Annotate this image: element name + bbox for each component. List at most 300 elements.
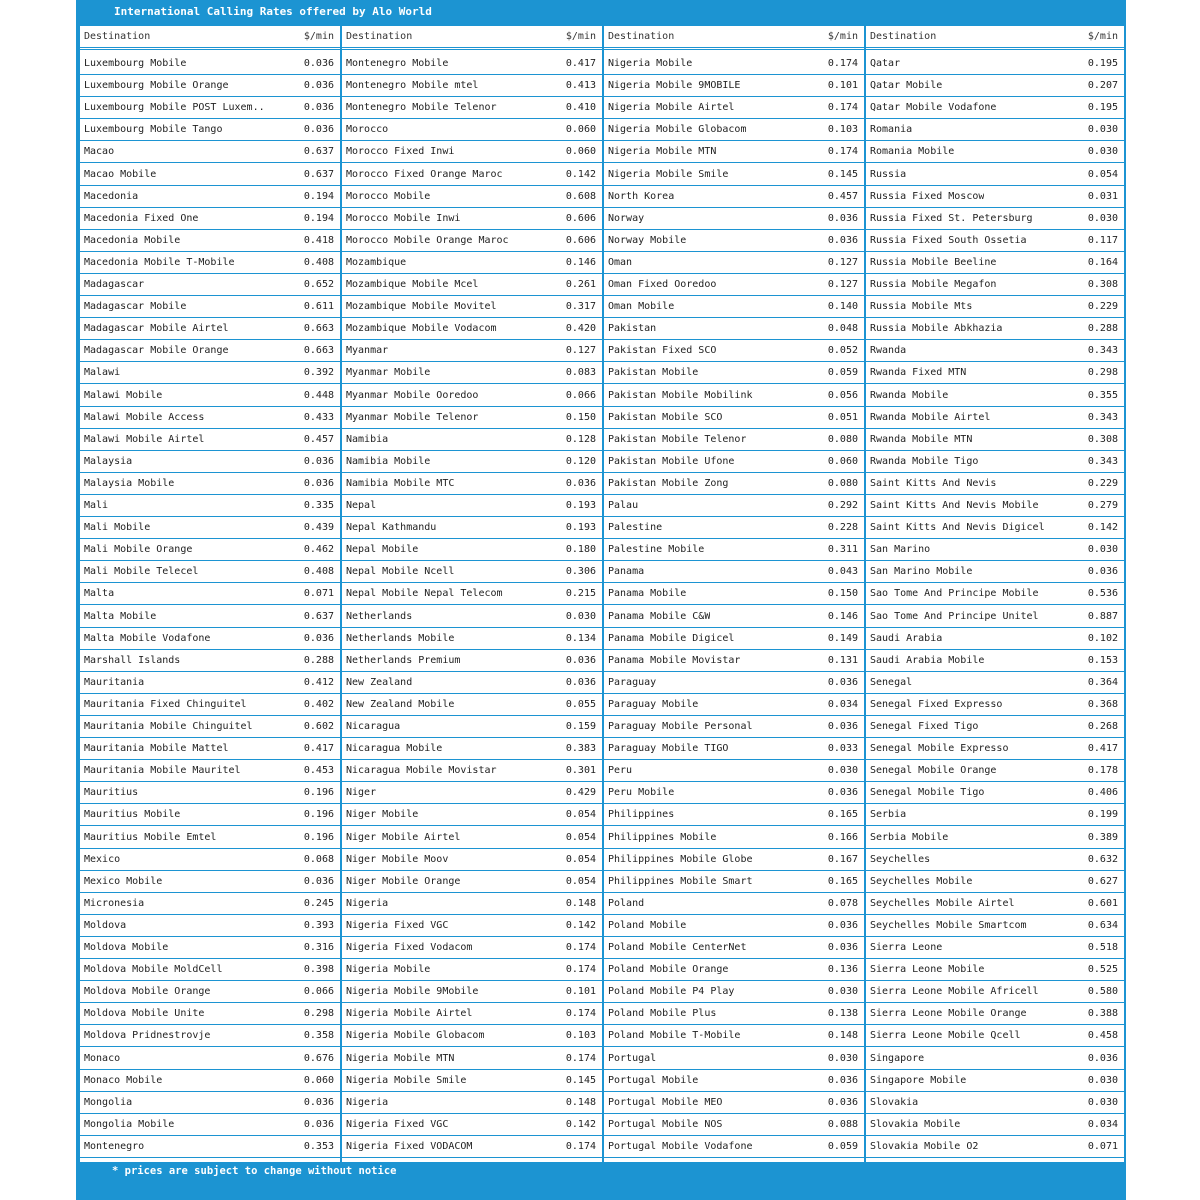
destination-cell: Mozambique xyxy=(346,256,407,268)
destination-cell: Saint Kitts And Nevis Mobile xyxy=(870,500,1039,511)
rate-cell: 0.034 xyxy=(827,698,858,710)
rate-cell: 0.165 xyxy=(827,875,858,887)
table-row xyxy=(604,1003,864,1025)
table-row xyxy=(80,385,340,407)
table-row xyxy=(866,1070,1124,1092)
destination-cell: Oman xyxy=(608,256,633,268)
destination-cell: Philippines Mobile Smart xyxy=(608,875,753,887)
rate-cell: 0.036 xyxy=(565,477,596,489)
destination-cell: Montenegro Mobile mtel xyxy=(346,80,479,92)
rate-cell: 0.316 xyxy=(303,942,334,953)
destination-cell: Mali Mobile Orange xyxy=(84,544,193,556)
rate-cell: 0.134 xyxy=(565,632,596,644)
rate-cell: 0.036 xyxy=(827,676,858,688)
table-row xyxy=(342,495,602,517)
rate-cell: 0.580 xyxy=(1087,986,1118,998)
table-row xyxy=(866,694,1124,716)
rate-cell: 0.036 xyxy=(565,676,596,688)
rate-cell: 0.174 xyxy=(827,146,858,158)
rate-cell: 0.229 xyxy=(1087,477,1118,489)
rate-cell: 0.433 xyxy=(303,411,334,423)
destination-cell: Russia Fixed Moscow xyxy=(870,190,985,202)
column-header xyxy=(866,26,1124,50)
rate-cell: 0.417 xyxy=(565,58,596,69)
table-row xyxy=(604,959,864,981)
table-row xyxy=(866,650,1124,672)
destination-cell: Russia Fixed South Ossetia xyxy=(870,234,1027,246)
rate-cell: 0.355 xyxy=(1087,389,1118,401)
table-row xyxy=(604,208,864,230)
destination-cell: Rwanda Mobile MTN xyxy=(870,433,973,445)
rate-cell: 0.174 xyxy=(827,58,858,69)
destination-cell: Myanmar xyxy=(346,345,389,357)
destination-cell: Nigeria Fixed VODACOM xyxy=(346,1140,473,1152)
rate-cell: 0.054 xyxy=(565,853,596,865)
rate-cell: 0.036 xyxy=(1087,1052,1118,1064)
table-row xyxy=(604,451,864,473)
rate-cell: 0.060 xyxy=(565,124,596,136)
rate-cell: 0.036 xyxy=(303,80,334,92)
destination-cell: Portugal Mobile MEO xyxy=(608,1096,723,1108)
destination-cell: Panama Mobile Digicel xyxy=(608,632,735,644)
table-row xyxy=(80,915,340,937)
rate-cell: 0.453 xyxy=(303,765,334,777)
table-row xyxy=(866,97,1124,119)
destination-cell: Nigeria Mobile Smile xyxy=(346,1074,467,1086)
destination-cell: Poland Mobile xyxy=(608,919,687,931)
rate-cell: 0.193 xyxy=(565,500,596,511)
rate-cell: 0.195 xyxy=(1087,58,1118,69)
destination-cell: Malaysia xyxy=(84,455,133,467)
table-row xyxy=(866,186,1124,208)
destination-cell: Moldova Mobile Orange xyxy=(84,986,211,998)
rate-cell: 0.036 xyxy=(827,212,858,224)
destination-cell: Nepal Mobile Nepal Telecom xyxy=(346,588,503,600)
destination-cell: Rwanda Mobile xyxy=(870,389,949,401)
destination-cell: Niger Mobile Orange xyxy=(346,875,461,887)
table-row xyxy=(604,804,864,826)
destination-cell: Netherlands Premium xyxy=(346,654,461,666)
destination-cell: Poland Mobile T-Mobile xyxy=(608,1030,741,1042)
destination-cell: Sierra Leone Mobile Qcell xyxy=(870,1030,1021,1042)
rate-cell: 0.402 xyxy=(303,698,334,710)
table-row xyxy=(80,230,340,252)
table-row xyxy=(866,760,1124,782)
destination-cell: Norway xyxy=(608,212,645,224)
rate-cell: 0.036 xyxy=(827,234,858,246)
rate-cell: 0.606 xyxy=(565,212,596,224)
sheet-title: International Calling Rates offered by Alo World xyxy=(114,5,432,18)
table-row xyxy=(604,164,864,186)
rate-cell: 0.030 xyxy=(1087,1074,1118,1086)
destination-cell: Nigeria Mobile Airtel xyxy=(346,1008,473,1020)
destination-cell: Portugal Mobile xyxy=(608,1074,699,1086)
table-row xyxy=(604,407,864,429)
table-row xyxy=(604,760,864,782)
rate-cell: 0.292 xyxy=(827,500,858,511)
rate-cell: 0.194 xyxy=(303,190,334,202)
destination-cell: Nigeria Mobile Smile xyxy=(608,168,729,180)
destination-cell: Mozambique Mobile Movitel xyxy=(346,301,497,313)
header-rate: $/min xyxy=(565,31,596,42)
table-row xyxy=(80,97,340,119)
table-row xyxy=(342,959,602,981)
rate-cell: 0.148 xyxy=(565,897,596,909)
rate-cell: 0.458 xyxy=(1087,1030,1118,1042)
rate-cell: 0.036 xyxy=(565,654,596,666)
destination-cell: Pakistan Mobile SCO xyxy=(608,411,723,423)
rate-cell: 0.030 xyxy=(827,765,858,777)
destination-cell: Montenegro Mobile Telenor xyxy=(346,102,497,114)
table-row xyxy=(80,517,340,539)
table-row xyxy=(866,583,1124,605)
table-row xyxy=(80,208,340,230)
destination-cell: Nigeria Fixed Vodacom xyxy=(346,942,473,953)
table-row xyxy=(866,407,1124,429)
destination-cell: Pakistan Mobile Telenor xyxy=(608,433,747,445)
table-row xyxy=(604,650,864,672)
rate-cell: 0.103 xyxy=(827,124,858,136)
table-row xyxy=(80,1136,340,1158)
table-row xyxy=(866,1003,1124,1025)
rate-cell: 0.229 xyxy=(1087,301,1118,313)
destination-cell: Macedonia Fixed One xyxy=(84,212,199,224)
destination-cell: Senegal Fixed Tigo xyxy=(870,721,979,732)
rate-cell: 0.145 xyxy=(565,1074,596,1086)
destination-cell: Paraguay xyxy=(608,676,657,688)
rate-cell: 0.148 xyxy=(565,1096,596,1108)
table-row xyxy=(866,672,1124,694)
rate-cell: 0.153 xyxy=(1087,654,1118,666)
destination-cell: Paraguay Mobile xyxy=(608,698,699,710)
destination-cell: Portugal Mobile NOS xyxy=(608,1118,723,1130)
table-row xyxy=(604,252,864,274)
destination-cell: Qatar xyxy=(870,58,901,69)
rate-cell: 0.043 xyxy=(827,566,858,578)
rates-column-4 xyxy=(866,26,1126,1162)
destination-cell: Pakistan xyxy=(608,323,657,335)
rate-cell: 0.036 xyxy=(827,942,858,953)
rate-cell: 0.261 xyxy=(565,279,596,290)
destination-cell: Oman Fixed Ooredoo xyxy=(608,279,717,290)
header-destination: Destination xyxy=(870,31,937,42)
rate-cell: 0.301 xyxy=(565,765,596,777)
destination-cell: Moldova Mobile xyxy=(84,942,169,953)
rate-cell: 0.030 xyxy=(1087,212,1118,224)
table-row xyxy=(604,871,864,893)
rate-cell: 0.383 xyxy=(565,743,596,755)
table-row xyxy=(342,517,602,539)
table-row xyxy=(342,539,602,561)
rate-cell: 0.196 xyxy=(303,831,334,843)
destination-cell: Moldova Pridnestrovje xyxy=(84,1030,211,1042)
rate-cell: 0.288 xyxy=(1087,323,1118,335)
destination-cell: Monaco Mobile xyxy=(84,1074,163,1086)
destination-cell: Mozambique Mobile Mcel xyxy=(346,279,479,290)
destination-cell: Malawi Mobile Access xyxy=(84,411,205,423)
table-row xyxy=(342,230,602,252)
table-row xyxy=(604,694,864,716)
destination-cell: Panama Mobile C&W xyxy=(608,610,711,622)
destination-cell: Philippines xyxy=(608,809,675,821)
destination-cell: Nicaragua xyxy=(346,721,401,732)
destination-cell: Mauritius Mobile xyxy=(84,809,181,821)
column-header xyxy=(80,26,340,50)
rate-cell: 0.060 xyxy=(565,146,596,158)
rate-cell: 0.140 xyxy=(827,301,858,313)
table-row xyxy=(604,672,864,694)
table-row xyxy=(80,407,340,429)
table-row xyxy=(604,1070,864,1092)
rate-cell: 0.634 xyxy=(1087,919,1118,931)
rate-cell: 0.071 xyxy=(303,588,334,600)
destination-cell: Oman Mobile xyxy=(608,301,675,313)
table-row xyxy=(342,628,602,650)
table-row xyxy=(866,628,1124,650)
table-row xyxy=(342,1048,602,1070)
rate-cell: 0.036 xyxy=(303,58,334,69)
rate-cell: 0.102 xyxy=(1087,632,1118,644)
destination-cell: Malawi Mobile Airtel xyxy=(84,433,205,445)
rate-cell: 0.245 xyxy=(303,897,334,909)
table-row xyxy=(80,650,340,672)
destination-cell: Russia Mobile Mts xyxy=(870,301,973,313)
destination-cell: Nepal Kathmandu xyxy=(346,522,437,534)
table-row xyxy=(604,495,864,517)
rate-cell: 0.317 xyxy=(565,301,596,313)
rate-cell: 0.120 xyxy=(565,455,596,467)
table-row xyxy=(604,937,864,959)
destination-cell: Rwanda xyxy=(870,345,907,357)
destination-cell: Namibia xyxy=(346,433,389,445)
destination-cell: Macedonia xyxy=(84,190,139,202)
destination-cell: Senegal Mobile Expresso xyxy=(870,743,1009,755)
table-row xyxy=(342,208,602,230)
destination-cell: Morocco Fixed Orange Maroc xyxy=(346,168,503,180)
table-row xyxy=(342,1025,602,1047)
rate-cell: 0.368 xyxy=(1087,698,1118,710)
rate-cell: 0.054 xyxy=(565,875,596,887)
rate-cell: 0.148 xyxy=(827,1030,858,1042)
rate-cell: 0.174 xyxy=(565,942,596,953)
rate-cell: 0.215 xyxy=(565,588,596,600)
destination-cell: Saudi Arabia Mobile xyxy=(870,654,985,666)
table-row xyxy=(80,539,340,561)
rate-cell: 0.358 xyxy=(303,1030,334,1042)
rate-cell: 0.166 xyxy=(827,831,858,843)
table-row xyxy=(80,1003,340,1025)
rate-cell: 0.308 xyxy=(1087,279,1118,290)
rate-cell: 0.306 xyxy=(565,566,596,578)
rate-cell: 0.887 xyxy=(1087,610,1118,622)
rate-cell: 0.068 xyxy=(303,853,334,865)
destination-cell: Nigeria Mobile Airtel xyxy=(608,102,735,114)
destination-cell: North Korea xyxy=(608,190,675,202)
destination-cell: New Zealand Mobile xyxy=(346,698,455,710)
rate-cell: 0.228 xyxy=(827,522,858,534)
destination-cell: San Marino Mobile xyxy=(870,566,973,578)
table-row xyxy=(866,340,1124,362)
destination-cell: Namibia Mobile xyxy=(346,455,431,467)
destination-cell: New Zealand xyxy=(346,676,413,688)
destination-cell: Paraguay Mobile Personal xyxy=(608,721,753,732)
destination-cell: Mozambique Mobile Vodacom xyxy=(346,323,497,335)
table-row xyxy=(342,738,602,760)
table-row xyxy=(342,473,602,495)
table-row xyxy=(866,893,1124,915)
rate-cell: 0.080 xyxy=(827,477,858,489)
table-row xyxy=(342,849,602,871)
header-destination: Destination xyxy=(346,31,413,42)
table-row xyxy=(866,362,1124,384)
rate-cell: 0.637 xyxy=(303,146,334,158)
rate-cell: 0.196 xyxy=(303,787,334,799)
destination-cell: Poland Mobile Plus xyxy=(608,1008,717,1020)
rate-cell: 0.101 xyxy=(827,80,858,92)
table-row xyxy=(80,672,340,694)
destination-cell: Montenegro Mobile xyxy=(346,58,449,69)
rate-cell: 0.174 xyxy=(827,102,858,114)
table-row xyxy=(80,981,340,1003)
destination-cell: Mali Mobile xyxy=(84,522,151,534)
rate-cell: 0.051 xyxy=(827,411,858,423)
table-row xyxy=(866,959,1124,981)
table-row xyxy=(342,1003,602,1025)
rate-cell: 0.174 xyxy=(565,964,596,976)
rate-cell: 0.080 xyxy=(827,433,858,445)
table-row xyxy=(80,429,340,451)
destination-cell: Seychelles Mobile Airtel xyxy=(870,897,1015,909)
table-row xyxy=(342,340,602,362)
header-rate: $/min xyxy=(1087,31,1118,42)
destination-cell: Niger Mobile Airtel xyxy=(346,831,461,843)
rate-cell: 0.036 xyxy=(303,875,334,887)
destination-cell: Mauritania Fixed Chinguitel xyxy=(84,698,247,710)
destination-cell: Russia Mobile Megafon xyxy=(870,279,997,290)
destination-cell: Morocco Mobile Inwi xyxy=(346,212,461,224)
rate-cell: 0.036 xyxy=(827,787,858,799)
destination-cell: Namibia Mobile MTC xyxy=(346,477,455,489)
table-row xyxy=(866,782,1124,804)
rate-cell: 0.448 xyxy=(303,389,334,401)
destination-cell: Nepal xyxy=(346,500,377,511)
table-row xyxy=(866,274,1124,296)
destination-cell: Slovakia Mobile O2 xyxy=(870,1140,979,1152)
table-row xyxy=(604,141,864,163)
destination-cell: Madagascar Mobile xyxy=(84,301,187,313)
table-row xyxy=(604,1048,864,1070)
rate-cell: 0.518 xyxy=(1087,942,1118,953)
destination-cell: Micronesia xyxy=(84,897,145,909)
rate-cell: 0.343 xyxy=(1087,345,1118,357)
table-row xyxy=(80,716,340,738)
table-row xyxy=(80,782,340,804)
rate-cell: 0.353 xyxy=(303,1140,334,1152)
rate-cell: 0.608 xyxy=(565,190,596,202)
rate-cell: 0.457 xyxy=(303,433,334,445)
rate-cell: 0.420 xyxy=(565,323,596,335)
rate-cell: 0.439 xyxy=(303,522,334,534)
rate-cell: 0.127 xyxy=(827,279,858,290)
destination-cell: Nigeria Mobile xyxy=(346,964,431,976)
column-header xyxy=(604,26,864,50)
rate-cell: 0.101 xyxy=(565,986,596,998)
rate-cell: 0.071 xyxy=(1087,1140,1118,1152)
destination-cell: Saudi Arabia xyxy=(870,632,943,644)
destination-cell: Russia Fixed St. Petersburg xyxy=(870,212,1033,224)
table-row xyxy=(80,871,340,893)
rate-cell: 0.196 xyxy=(303,809,334,821)
rate-cell: 0.335 xyxy=(303,500,334,511)
rate-cell: 0.055 xyxy=(565,698,596,710)
destination-cell: Russia Mobile Abkhazia xyxy=(870,323,1003,335)
destination-cell: Mauritania Mobile Chinguitel xyxy=(84,721,253,732)
destination-cell: Qatar Mobile Vodafone xyxy=(870,102,997,114)
destination-cell: Senegal xyxy=(870,676,913,688)
destination-cell: San Marino xyxy=(870,544,931,556)
rate-cell: 0.207 xyxy=(1087,80,1118,92)
table-row xyxy=(604,429,864,451)
rate-cell: 0.066 xyxy=(565,389,596,401)
table-row xyxy=(342,716,602,738)
destination-cell: Pakistan Mobile Ufone xyxy=(608,455,735,467)
table-row xyxy=(80,53,340,75)
rate-cell: 0.030 xyxy=(1087,544,1118,556)
rate-cell: 0.308 xyxy=(1087,433,1118,445)
destination-cell: Luxembourg Mobile xyxy=(84,58,187,69)
rate-cell: 0.174 xyxy=(565,1052,596,1064)
table-row xyxy=(604,827,864,849)
destination-cell: Mauritania Mobile Mattel xyxy=(84,743,229,755)
table-row xyxy=(80,274,340,296)
table-row xyxy=(80,893,340,915)
destination-cell: Panama Mobile Movistar xyxy=(608,654,741,666)
table-row xyxy=(342,451,602,473)
table-row xyxy=(866,119,1124,141)
rate-cell: 0.676 xyxy=(303,1052,334,1064)
destination-cell: Mauritania xyxy=(84,676,145,688)
table-row xyxy=(604,186,864,208)
rate-cell: 0.054 xyxy=(565,809,596,821)
table-row xyxy=(80,1025,340,1047)
table-row xyxy=(342,296,602,318)
rate-cell: 0.052 xyxy=(827,345,858,357)
rate-cell: 0.412 xyxy=(303,676,334,688)
table-row xyxy=(866,164,1124,186)
table-row xyxy=(80,804,340,826)
rate-cell: 0.146 xyxy=(827,610,858,622)
rate-cell: 0.602 xyxy=(303,721,334,732)
rate-cell: 0.142 xyxy=(1087,522,1118,534)
table-row xyxy=(866,230,1124,252)
table-row xyxy=(866,252,1124,274)
rate-cell: 0.036 xyxy=(303,477,334,489)
table-row xyxy=(342,252,602,274)
table-row xyxy=(342,1092,602,1114)
table-row xyxy=(80,849,340,871)
table-row xyxy=(342,385,602,407)
table-row xyxy=(866,451,1124,473)
table-row xyxy=(604,517,864,539)
table-row xyxy=(866,208,1124,230)
rate-cell: 0.637 xyxy=(303,168,334,180)
rate-cell: 0.408 xyxy=(303,256,334,268)
rate-cell: 0.060 xyxy=(827,455,858,467)
table-row xyxy=(342,583,602,605)
table-row xyxy=(604,1114,864,1136)
rate-cell: 0.174 xyxy=(565,1140,596,1152)
table-row xyxy=(342,981,602,1003)
